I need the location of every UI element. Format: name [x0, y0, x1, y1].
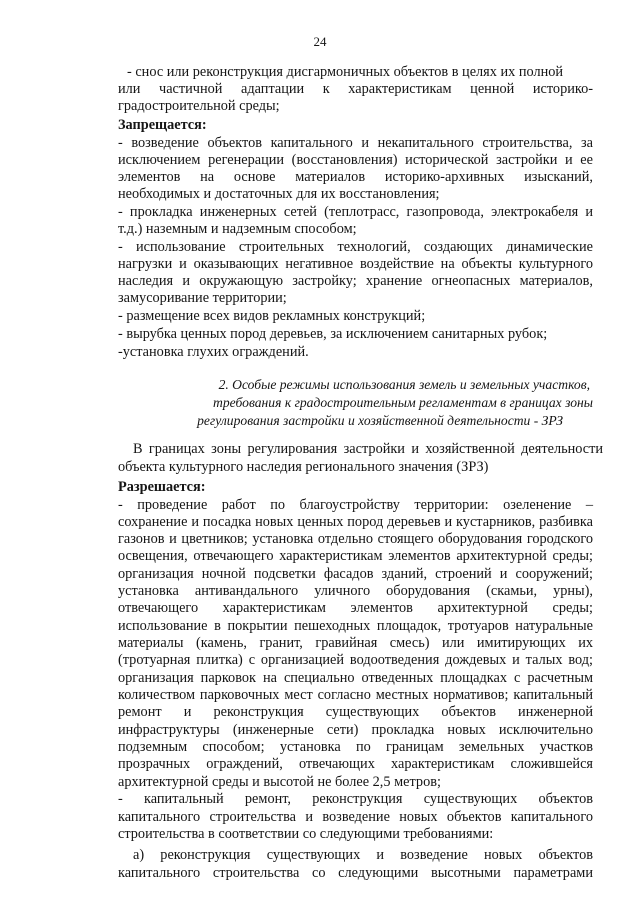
text-line: исключением регенерации (восстановления) исторической застройки и ее [118, 152, 593, 168]
text-line: сохранение и посадка новых ценных пород деревьев и кустарников, разбивка [118, 514, 593, 530]
text-line: организация ночной подсветки фасадов зданий, строений и сооружений; [118, 566, 593, 582]
text-line: наследия и окружающую застройку; хранение огнеопасных материалов, [118, 273, 593, 289]
text-line: необходимых и достаточных для их восстановления; [118, 186, 440, 202]
text-line: объекта культурного наследия регионального значения (ЗРЗ) [118, 459, 489, 475]
text-line: элементов на основе материалов историко-архивных изысканий, [118, 169, 593, 185]
text-line: капитального строительства и возведение новых объектов капитального [118, 809, 593, 825]
section-title-line: регулирования застройки и хозяйственной деятельности - ЗРЗ [197, 413, 563, 428]
text-line: замусоривание территории; [118, 290, 287, 306]
text-line: (тротуарная плитка) с организацией водоотведения дождевых и талых вод; [118, 652, 593, 668]
text-line: - использование строительных технологий, создающих динамические [118, 239, 593, 255]
text-line: освещения, отвечающего характеристикам элементов архитектурной среды; [118, 548, 593, 564]
text-line: материалы (камень, гранит, гравийная смесь) или имитирующих их [118, 635, 593, 651]
text-line: - снос или реконструкция дисгармоничных объектов в целях их полной [127, 64, 564, 80]
text-line: установка антивандального уличного оборудования (скамьи, урны), [118, 583, 593, 599]
text-line: - вырубка ценных пород деревьев, за исключением санитарных рубок; [118, 326, 548, 342]
section-title-line: 2. Особые режимы использования земель и земельных участков, [218, 377, 590, 392]
text-line: прозрачных ограждений, отвечающих характеристикам сложившейся [118, 756, 593, 772]
text-line: организация парковок на специально отведенных площадках с расчетным [118, 670, 593, 686]
section-title-line: требования к градостроительным регламентам в границах зоны [213, 395, 593, 410]
text-line: градостроительной среды; [118, 98, 280, 114]
text-line: т.д.) наземным и надземным способом; [118, 221, 357, 237]
text-line: - возведение объектов капитального и некапитального строительства, за [118, 135, 593, 151]
text-line: строительства в соответствии со следующими требованиями: [118, 826, 494, 842]
text-line: ремонт и реконструкция существующих объектов инженерной [118, 704, 593, 720]
text-line: инфраструктуры (инженерные сети) прокладка новых исключительно [118, 722, 593, 738]
text-line: а) реконструкция существующих и возведение новых объектов [133, 847, 593, 863]
section-heading-prohibited: Запрещается: [118, 117, 207, 133]
text-line: отвечающего характеристикам элементов архитектурной среды; [118, 600, 593, 616]
text-line: газонов и цветников; установка отдельно стоящего оборудования городского [118, 531, 593, 547]
text-line: - размещение всех видов рекламных конструкций; [118, 308, 426, 324]
text-line: использование в покрытии пешеходных площадок, тротуаров натуральные [118, 618, 593, 634]
text-line: - проведение работ по благоустройству территории: озеленение – [118, 497, 593, 513]
text-line: архитектурной среды и высотой не более 2,5 метров; [118, 774, 441, 790]
text-line: нагрузки и оказывающих негативное воздействие на объекты культурного [118, 256, 593, 272]
page-number: 24 [313, 34, 327, 49]
text-line: - капитальный ремонт, реконструкция существующих объектов [118, 791, 593, 807]
section-heading-allowed: Разрешается: [118, 479, 206, 495]
text-line: -установка глухих ограждений. [118, 344, 309, 360]
text-line: капитального строительства со следующими высотными параметрами [118, 865, 593, 881]
text-line: подземным способом; установка по границам земельных участков [118, 739, 593, 755]
text-line: В границах зоны регулирования застройки и хозяйственной деятельности [133, 441, 603, 457]
text-line: - прокладка инженерных сетей (теплотрасс, газопровода, электрокабеля и [118, 204, 593, 220]
text-line: или частичной адаптации к характеристикам ценной историко- [118, 81, 593, 97]
text-line: количеством парковочных мест согласно местных нормативов; капитальный [118, 687, 593, 703]
